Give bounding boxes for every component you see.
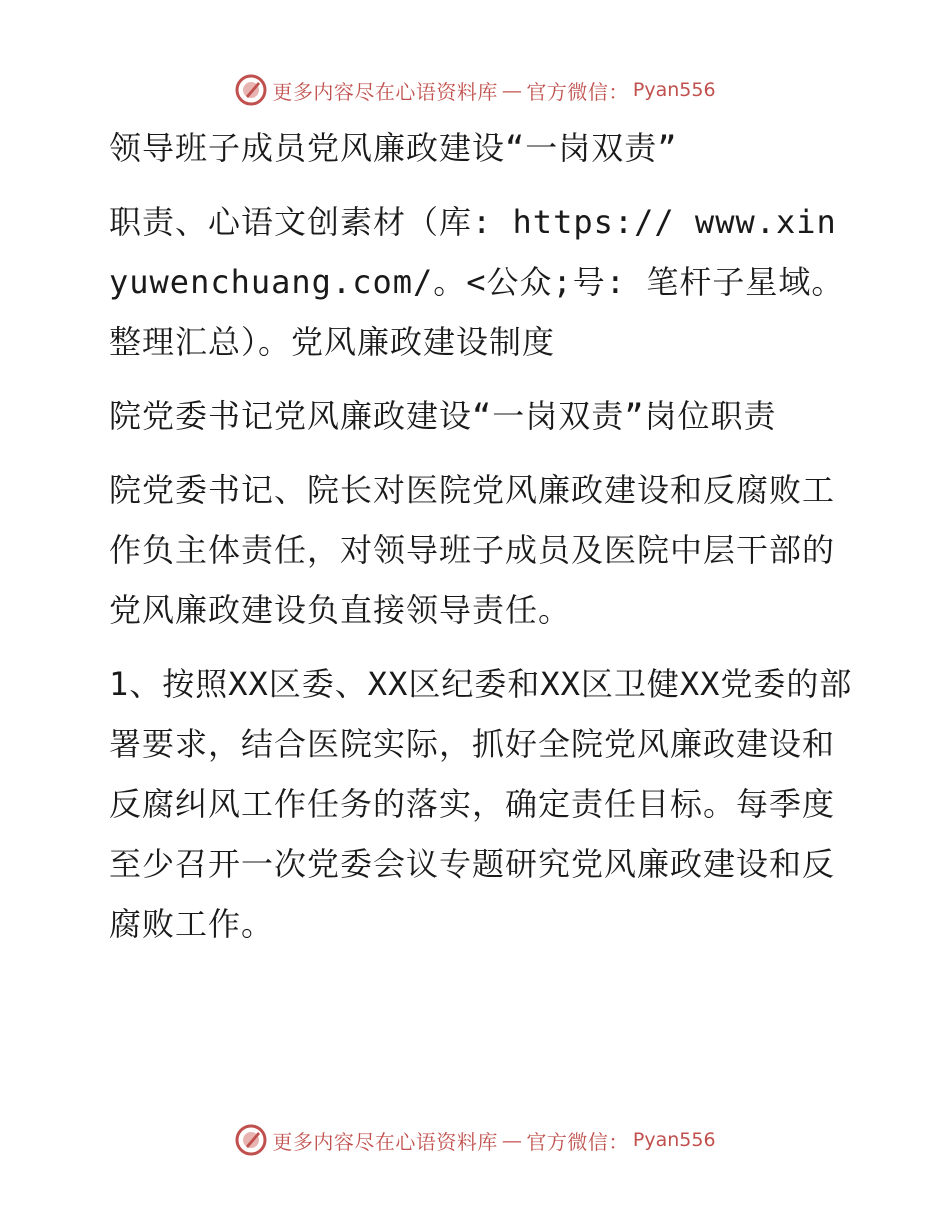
watermark-wechat-label: 官方微信： [526,79,629,104]
watermark-wechat-id: Pyan556 [632,79,716,101]
watermark-wechat-id: Pyan556 [632,1129,716,1151]
footer-watermark-banner [0,1120,950,1160]
watermark-site-text: 更多内容尽在心语资料库 [272,1129,498,1154]
section-heading: 院党委书记党风廉政建设“一岗双责”岗位职责 [109,397,777,435]
list-item-1: 1、按照XX区委、XX区纪委和XX区卫健XX党委的部署要求，结合医院实际，抓好全院党风廉政建设和反腐纠风工作任务的落实，确定责任目标。每季度至少召开一次党委会议专题研究党风廉政建设和反腐败工作。 [109,665,853,943]
watermark-dash: — [501,1128,523,1152]
quill-seal-icon [234,1123,268,1157]
watermark-site-text: 更多内容尽在心语资料库 [272,79,498,104]
document-body [97,118,857,968]
header-watermark-banner [0,70,950,110]
quill-seal-icon [234,73,268,107]
document-title-line-1: 领导班子成员党风廉政建设“一岗双责” [109,129,678,167]
document-title-line-2: 职责、心语文创素材（库: https:// www.xinyuwenchuang.com/。<公众;号: 笔杆子星域。整理汇总）。党风廉政建设制度 [109,203,845,361]
watermark-wechat-label: 官方微信： [526,1129,629,1154]
watermark-dash: — [501,78,523,102]
intro-paragraph: 院党委书记、院长对医院党风廉政建设和反腐败工作负主体责任，对领导班子成员及医院中层干部的党风廉政建设负直接领导责任。 [109,471,836,629]
